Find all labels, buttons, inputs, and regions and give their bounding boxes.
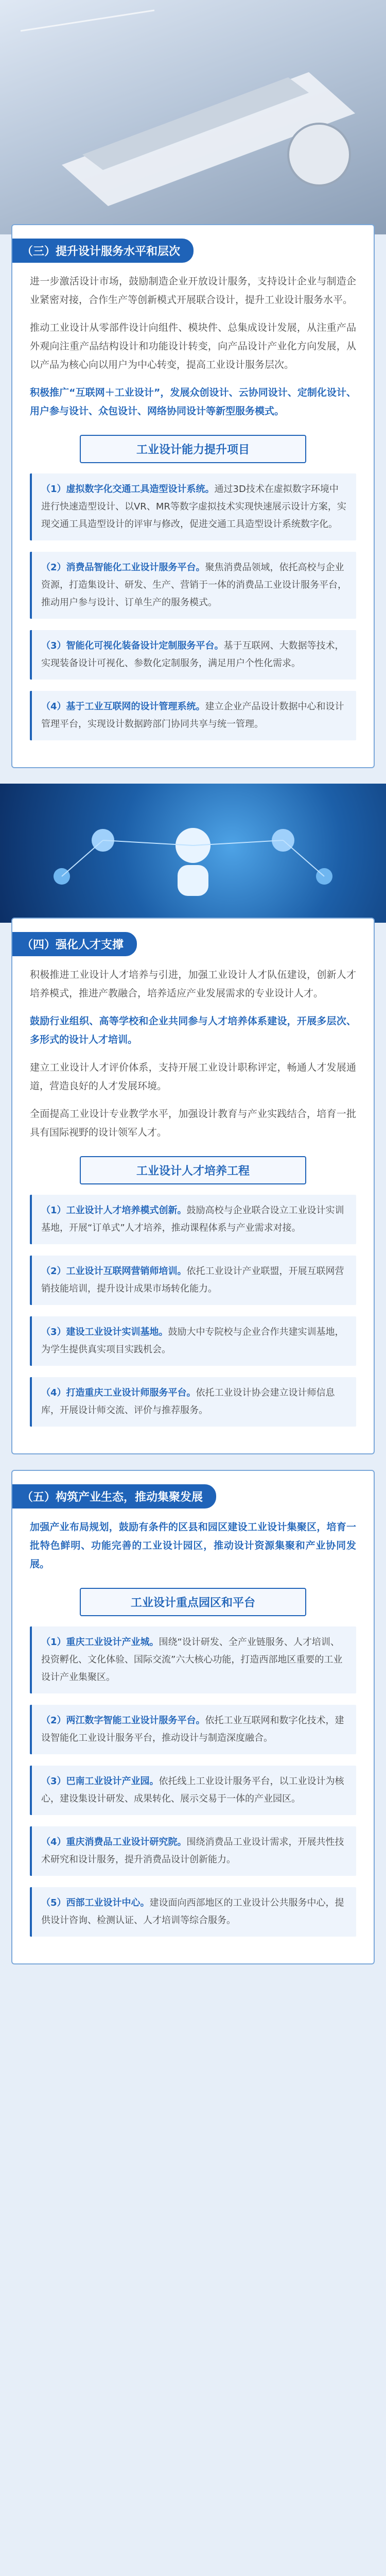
- section-3-paragraph-2: 推动工业设计从零部件设计向组件、模块件、总集成设计发展，从注重产品外观向注重产品结构设计和功能设计转变，向产品设计产业化方向发展，从以产品为核心向以用户为中心转变，提高工业设计服务层次。: [30, 322, 356, 370]
- item-lead: （2）工业设计互联网营销师培训。: [41, 1266, 187, 1277]
- item-lead: （3）智能化可视化装备设计定制服务平台。: [41, 640, 224, 651]
- header-photo-illustration: [0, 0, 386, 234]
- section-4-item-4: [30, 1377, 356, 1427]
- section-4-paragraph-2: 鼓励行业组织、高等学校和企业共同参与人才培养体系建设，开展多层次、多形式的设计人才培训。: [30, 1015, 356, 1045]
- section-4-paragraph-4: 全面提高工业设计专业教学水平，加强设计教育与产业实践结合，培育一批具有国际视野的设计领军人才。: [30, 1108, 356, 1138]
- item-text: 建设面向西部地区的工业设计公共服务中心，提供设计咨询、检测认证、人才培训等综合服务。: [41, 1897, 344, 1926]
- item-lead: （3）巴南工业设计产业园。: [41, 1776, 159, 1787]
- item-text: 通过3D技术在虚拟数字环境中进行快速造型设计、以VR、MR等数字虚拟技术实现快速展示设计方案，实现交通工具造型设计的评审与修改，促进交通工具造型设计系统数字化。: [41, 484, 346, 530]
- item-lead: （1）虚拟数字化交通工具造型设计系统。: [41, 484, 215, 495]
- section-3-tag: （三）提升设计服务水平和层次: [12, 239, 194, 263]
- section-3-item-2: [30, 552, 356, 619]
- item-lead: （4）基于工业互联网的设计管理系统。: [41, 701, 205, 712]
- section-3-paragraph-3: 积极推广“互联网＋工业设计”，发展众创设计、云协同设计、定制化设计、用户参与设计、众包设计、网络协同设计等新型服务模式。: [30, 387, 356, 417]
- item-lead: （4）打造重庆工业设计师服务平台。: [41, 1387, 196, 1398]
- section-4-frame: [11, 918, 375, 1454]
- section-4-tag: （四）强化人才支撑: [12, 932, 137, 956]
- item-lead: （3）建设工业设计实训基地。: [41, 1327, 168, 1337]
- section-4-paragraph-3: 建立工业设计人才评价体系，支持开展工业设计职称评定，畅通人才发展通道，营造良好的人才发展环境。: [30, 1062, 356, 1092]
- item-text: 依托工业互联网和数字化技术，建设智能化工业设计服务平台，推动设计与制造深度融合。: [41, 1715, 344, 1743]
- item-text: 依托工业设计产业联盟，开展互联网营销技能培训，提升设计成果市场转化能力。: [41, 1266, 344, 1294]
- item-text: 基于互联网、大数据等技术，实现装备设计可视化、参数化定制服务，满足用户个性化需求。: [41, 640, 344, 669]
- section-5-item-4: [30, 1826, 356, 1876]
- item-lead: （2）消费品智能化工业设计服务平台。: [41, 562, 205, 573]
- section-3-frame: [11, 224, 375, 768]
- header-photo: [0, 0, 386, 234]
- section-5-paragraph-1: 加强产业布局规划，鼓励有条件的区县和园区建设工业设计集聚区，培育一批特色鲜明、功能完善的工业设计园区，推动设计资源集聚和产业协同发展。: [30, 1521, 356, 1570]
- section-5-frame: [11, 1470, 375, 1964]
- item-lead: （1）工业设计人才培养模式创新。: [41, 1205, 187, 1216]
- section-4-project-title: 工业设计人才培养工程: [80, 1156, 306, 1184]
- section-5-project-title: 工业设计重点园区和平台: [80, 1588, 306, 1616]
- item-text: 聚焦消费品领域，依托高校与企业资源，打造集设计、研发、生产、营销于一体的消费品工业设计服务平台，推动用户参与设计、订单生产的服务模式。: [41, 562, 347, 608]
- section-5-item-5: [30, 1887, 356, 1937]
- item-lead: （5）西部工业设计中心。: [41, 1897, 150, 1908]
- item-text: 建立企业产品设计数据中心和设计管理平台，实现设计数据跨部门协同共享与统一管理。: [41, 701, 344, 730]
- section-4-item-3: [30, 1316, 356, 1366]
- item-lead: （2）两江数字智能工业设计服务平台。: [41, 1715, 205, 1726]
- section-5-item-1: [30, 1626, 356, 1693]
- section-3-item-4: [30, 691, 356, 740]
- section-3-item-1: [30, 473, 356, 540]
- section-5-item-2: [30, 1705, 356, 1754]
- item-text: 围绕消费品工业设计需求，开展共性技术研究和设计服务，提升消费品设计创新能力。: [41, 1837, 344, 1865]
- item-text: 围绕“设计研发、全产业链服务、人才培训、投资孵化、文化体验、国际交流”六大核心功能，打造西部地区重要的工业设计产业集聚区。: [41, 1637, 343, 1683]
- section-4-item-1: [30, 1195, 356, 1244]
- section-5-item-3: [30, 1766, 356, 1815]
- people-network-photo: [0, 784, 386, 923]
- item-text: 鼓励大中专院校与企业合作共建实训基地，为学生提供真实项目实践机会。: [41, 1327, 344, 1355]
- section-3-paragraph-1: 进一步激活设计市场，鼓励制造企业开放设计服务，支持设计企业与制造企业紧密对接，合作生产等创新模式开展联合设计，提升工业设计服务水平。: [30, 276, 356, 306]
- section-4-paragraph-1: 积极推进工业设计人才培养与引进，加强工业设计人才队伍建设，创新人才培养模式，推进产教融合，培养适应产业发展需求的专业设计人才。: [30, 969, 356, 999]
- section-5-tag: （五）构筑产业生态，推动集聚发展: [12, 1484, 216, 1509]
- item-lead: （1）重庆工业设计产业城。: [41, 1637, 159, 1648]
- section-4-item-2: [30, 1256, 356, 1305]
- people-network-illustration: [0, 784, 386, 923]
- item-text: 依托工业设计协会建立设计师信息库，开展设计师交流、评价与推荐服务。: [41, 1387, 335, 1416]
- item-text: 依托线上工业设计服务平台，以工业设计为核心，建设集设计研发、成果转化、展示交易于一体的产业园区。: [41, 1776, 344, 1804]
- item-text: 鼓励高校与企业联合设立工业设计实训基地，开展“订单式”人才培养，推动课程体系与产业需求对接。: [41, 1205, 344, 1233]
- item-lead: （4）重庆消费品工业设计研究院。: [41, 1837, 187, 1848]
- section-3-item-3: [30, 630, 356, 680]
- section-3-project-title: 工业设计能力提升项目: [80, 435, 306, 463]
